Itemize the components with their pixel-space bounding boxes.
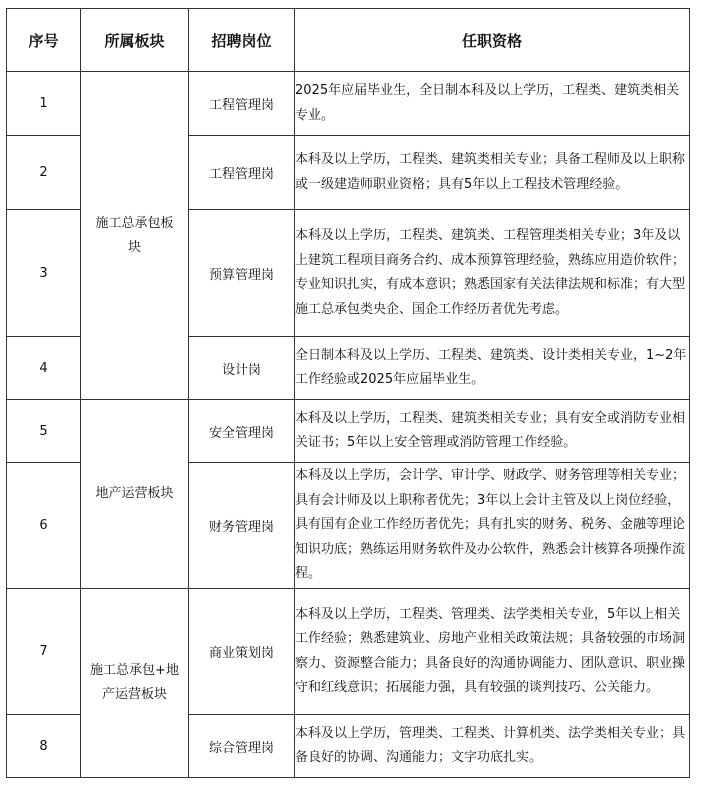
position-cell: 综合管理岗 <box>189 715 295 778</box>
position-cell: 财务管理岗 <box>189 463 295 589</box>
section-label: 施工总承包板块 <box>95 215 174 255</box>
section-cell <box>81 589 189 778</box>
table-row <box>7 72 690 136</box>
position-cell: 安全管理岗 <box>189 400 295 463</box>
row-number: 8 <box>7 715 81 778</box>
row-number: 7 <box>7 589 81 715</box>
row-number: 4 <box>7 337 81 400</box>
section-label: 施工总承包+地产运营板块 <box>90 663 179 702</box>
position-cell: 工程管理岗 <box>189 136 295 210</box>
header-requirements: 任职资格 <box>295 9 690 72</box>
requirements-cell: 本科及以上学历，工程类、建筑类、工程管理类相关专业；3年及以上建筑工程项目商务合约、成本预算管理经验，熟练应用造价软件；专业知识扎实，有成本意识；熟悉国家有关法律法规和标准；有大型施工总承包类央企、国企工作经历者优先考虑。 <box>295 210 690 337</box>
header-position: 招聘岗位 <box>189 9 295 72</box>
header-no: 序号 <box>7 9 81 72</box>
requirements-cell: 本科及以上学历，工程类、建筑类相关专业；具备工程师及以上职称或一级建造师职业资格；具有5年以上工程技术管理经验。 <box>295 136 690 210</box>
row-number: 3 <box>7 210 81 337</box>
section-cell <box>81 400 189 589</box>
position-cell: 工程管理岗 <box>189 72 295 136</box>
position-cell: 商业策划岗 <box>189 589 295 715</box>
requirements-cell: 本科及以上学历，会计学、审计学、财政学、财务管理等相关专业；具有会计师及以上职称者优先；3年以上会计主管及以上岗位经验，具有国有企业工作经历者优先；具有扎实的财务、税务、金融等理论知识功底；熟练运用财务软件及办公软件，熟悉会计核算各项操作流程。 <box>295 463 690 589</box>
recruitment-table <box>6 8 690 778</box>
row-number: 6 <box>7 463 81 589</box>
position-cell: 预算管理岗 <box>189 210 295 337</box>
requirements-cell: 2025年应届毕业生，全日制本科及以上学历，工程类、建筑类相关专业。 <box>295 72 690 136</box>
row-number: 1 <box>7 72 81 136</box>
row-number: 5 <box>7 400 81 463</box>
table-row <box>7 589 690 715</box>
table-row <box>7 400 690 463</box>
requirements-cell: 本科及以上学历，工程类、建筑类相关专业；具有安全或消防专业相关证书；5年以上安全管理或消防管理工作经验。 <box>295 400 690 463</box>
section-cell <box>81 72 189 400</box>
requirements-cell: 本科及以上学历，管理类、工程类、计算机类、法学类相关专业；具备良好的协调、沟通能力；文字功底扎实。 <box>295 715 690 778</box>
position-cell: 设计岗 <box>189 337 295 400</box>
header-section: 所属板块 <box>81 9 189 72</box>
row-number: 2 <box>7 136 81 210</box>
requirements-cell: 本科及以上学历，工程类、管理类、法学类相关专业，5年以上相关工作经验；熟悉建筑业、房地产业相关政策法规；具备较强的市场洞察力、资源整合能力；具备良好的沟通协调能力、团队意识、职业操守和红线意识；拓展能力强，具有较强的谈判技巧、公关能力。 <box>295 589 690 715</box>
requirements-cell: 全日制本科及以上学历、工程类、建筑类、设计类相关专业，1~2年工作经验或2025年应届毕业生。 <box>295 337 690 400</box>
section-label: 地产运营板块 <box>95 486 174 501</box>
table-header-row <box>7 9 690 72</box>
